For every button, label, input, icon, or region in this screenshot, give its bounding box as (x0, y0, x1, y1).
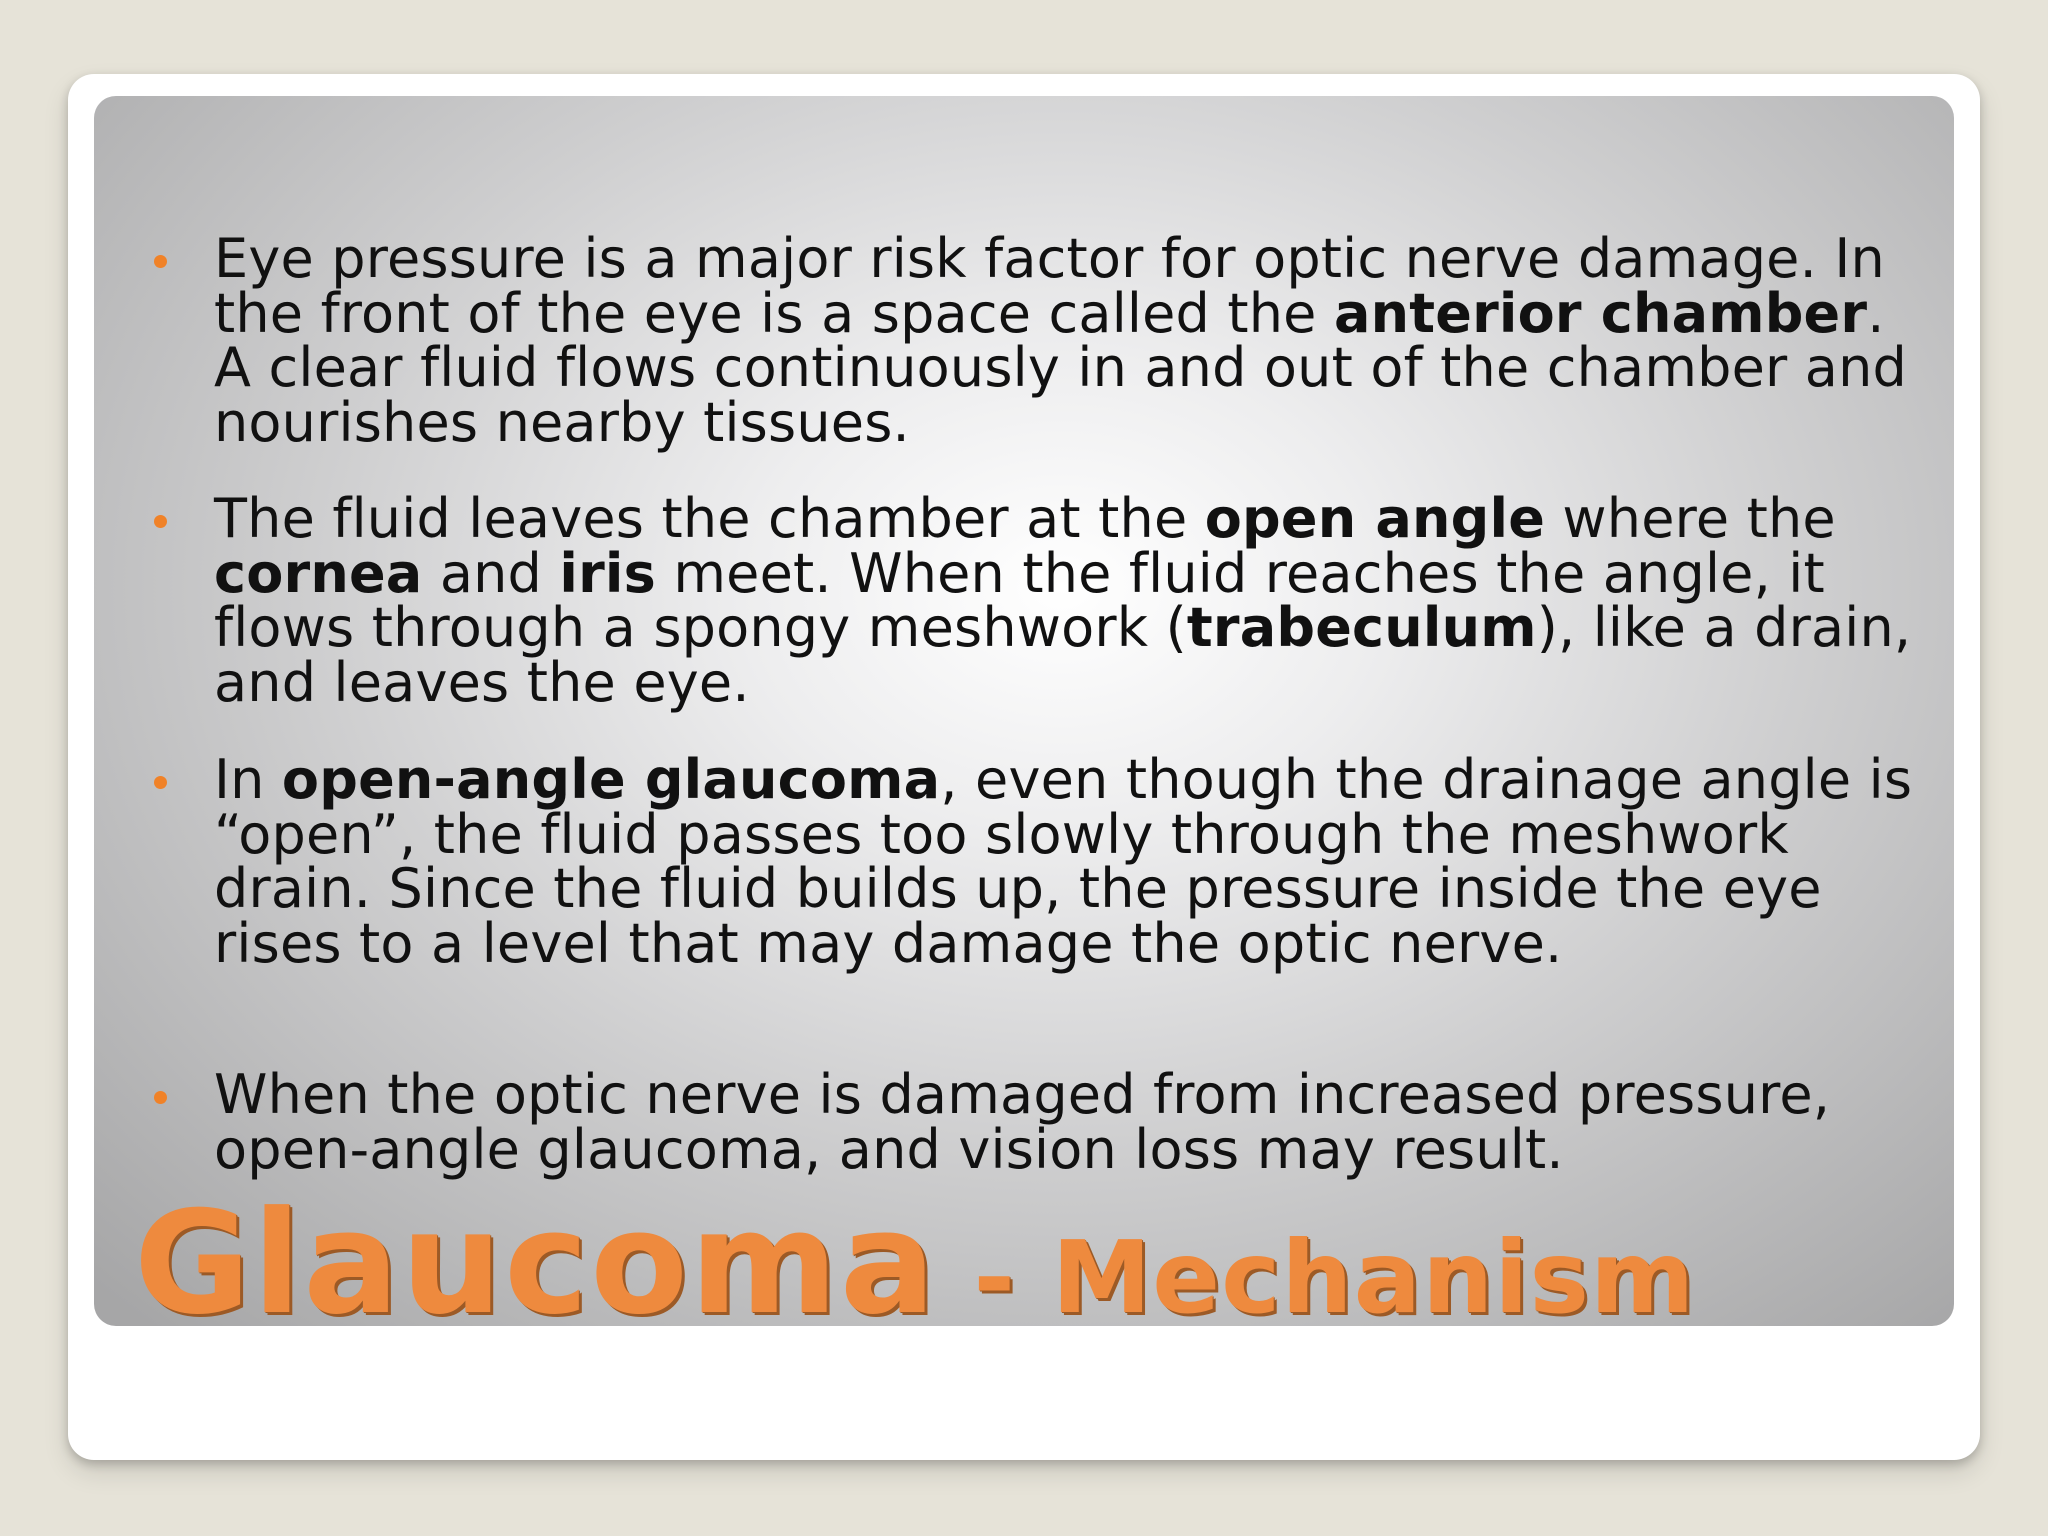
bullet-vision-loss (214, 1063, 1934, 1181)
term-anterior-chamber: anterior chamber (1333, 281, 1868, 345)
slide-title (134, 1181, 1695, 1326)
bullet-text: The fluid leaves the chamber at the (214, 487, 1205, 550)
bullet-text: , even though the drainage angle is “open”, the fluid passes too slowly through the meshwork drain. Since the fluid builds up, the pressure inside the eye rises to a level that may damage the optic nerve. (214, 748, 1913, 975)
bullet-dot-icon (154, 515, 167, 528)
bullet-text: When the optic nerve is damaged from increased pressure, open-angle glaucoma, and vision loss may result. (214, 1063, 1831, 1181)
bullet-dot-icon (154, 255, 167, 268)
term-open-angle-glaucoma: open-angle glaucoma (281, 748, 941, 811)
bullet-text: ), like a drain, and leaves the eye. (214, 596, 1912, 714)
title-separator: - (937, 1219, 1052, 1326)
bullet-text: where the (1545, 487, 1836, 550)
bullet-open-angle-glaucoma (214, 748, 1934, 975)
bullet-eye-pressure (214, 227, 1934, 454)
bullet-text: meet. When the fluid reaches the angle, it flows through a spongy meshwork ( (214, 541, 1825, 659)
bullet-text: and (422, 541, 560, 605)
term-trabeculum: trabeculum (1186, 596, 1537, 659)
bullet-dot-icon (154, 776, 167, 789)
bullet-text: . A clear fluid flows continuously in and out of the chamber and nourishes nearby tissues. (214, 281, 1907, 454)
slide-content-panel (94, 96, 1954, 1326)
bullet-text: Eye pressure is a major risk factor for optic nerve damage. In the front of the eye is a space called the (214, 227, 1885, 345)
term-iris: iris (559, 541, 656, 605)
bullet-text: In (214, 748, 282, 811)
title-sub: Mechanism (1051, 1219, 1696, 1326)
term-open-angle: open angle (1204, 487, 1546, 550)
title-main: Glaucoma (134, 1181, 938, 1326)
bullet-dot-icon (154, 1091, 167, 1104)
term-cornea: cornea (214, 541, 423, 605)
bullet-fluid-drainage (214, 487, 1934, 714)
